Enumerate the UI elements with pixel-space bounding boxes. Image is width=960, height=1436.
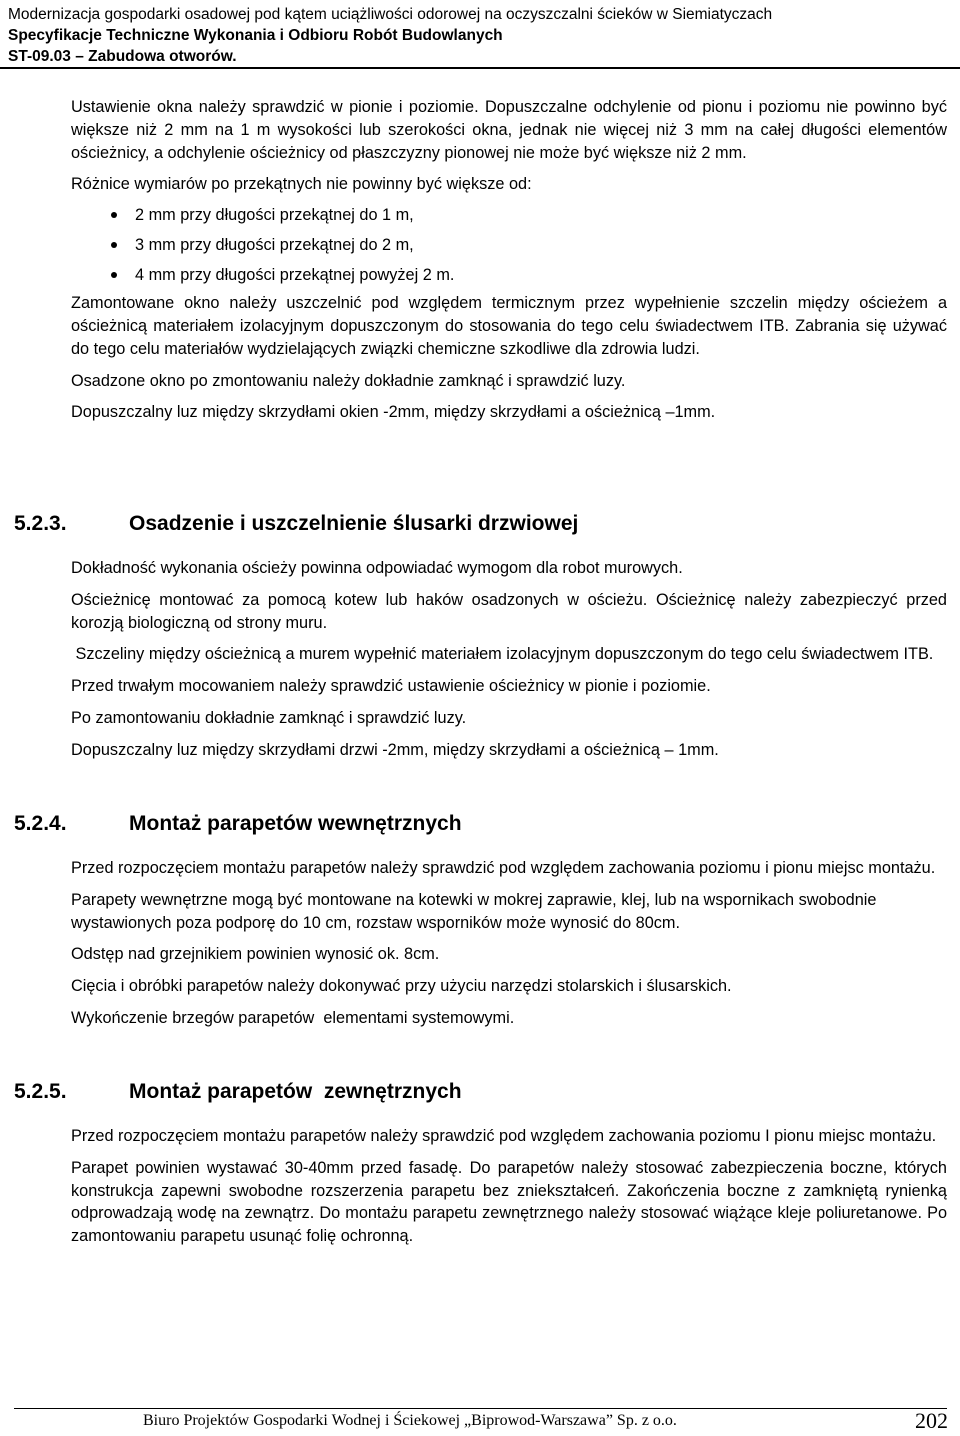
footer-company: Biuro Projektów Gospodarki Wodnej i Ściekowej „Biprowod-Warszawa” Sp. z o.o.: [143, 1412, 677, 1429]
paragraph: Cięcia i obróbki parapetów należy dokonywać przy użyciu narzędzi stolarskich i ślusarskich.: [71, 977, 732, 996]
paragraph: Przed trwałym mocowaniem należy sprawdzić ustawienie ościeżnicy w pionie i poziomie.: [71, 677, 711, 696]
list-item: 4 mm przy długości przekątnej powyżej 2 m.: [71, 260, 947, 290]
paragraph: Osadzone okno po zmontowaniu należy dokładnie zamknąć i sprawdzić luzy.: [71, 371, 626, 390]
header-spec-title: Specyfikacje Techniczne Wykonania i Odbioru Robót Budowlanych: [8, 27, 503, 44]
header-project-title: Modernizacja gospodarki osadowej pod kątem uciążliwości odorowej na oczyszczalni ścieków w Siemiatyczach: [8, 6, 773, 23]
paragraph: Szczeliny między ościeżnicą a murem wypełnić materiałem izolacyjnym dopuszczonym do tego celu świadectwem ITB.: [71, 645, 934, 664]
paragraph: Przed rozpoczęciem montażu parapetów należy sprawdzić pod względem zachowania poziomu I pionu miejsc montażu.: [71, 1127, 937, 1145]
paragraph: Parapet powinien wystawać 30-40mm przed fasadę. Do parapetów należy stosować zabezpieczenia boczne, których konstrukcja zapewni swobodne rozszerzenia parapetu bez zniekształceń. Zakończenia boczne z zamkniętą rynienką odprowadzają wodę na zewnątrz. Do montażu parapetu zewnętrznego należy stosować wiążące kleje poliuretanowe. Po zamontowaniu parapetu usunąć folię ochronną.: [71, 1158, 947, 1246]
page-header: [0, 0, 960, 68]
page-number: 202: [915, 1408, 948, 1433]
list-item: 2 mm przy długości przekątnej do 1 m,: [71, 200, 947, 230]
section-title: Osadzenie i uszczelnienie ślusarki drzwiowej: [129, 512, 579, 535]
paragraph: Odstęp nad grzejnikiem powinien wynosić ok. 8cm.: [71, 945, 440, 964]
paragraph: Parapety wewnętrzne mogą być montowane na kotewki w mokrej zaprawie, klej, lub na wspornikach swobodnie wystawionych poza podporę do 10 cm, rozstaw wsporników może wynosić do 80cm.: [71, 890, 881, 932]
diagonal-tolerance-list: [71, 200, 947, 290]
header-spec-code: ST-09.03 – Zabudowa otworów.: [8, 48, 237, 65]
paragraph: Wykończenie brzegów parapetów elementami systemowymi.: [71, 1008, 515, 1027]
section-number: 5.2.3.: [14, 512, 67, 535]
paragraph: Różnice wymiarów po przekątnych nie powinny być większe od:: [71, 175, 532, 194]
paragraph: Po zamontowaniu dokładnie zamknąć i sprawdzić luzy.: [71, 708, 467, 727]
bullet-icon: [111, 272, 117, 278]
section-number: 5.2.5.: [14, 1080, 67, 1103]
paragraph: Dopuszczalny luz między skrzydłami drzwi -2mm, między skrzydłami a ościeżnicą – 1mm.: [71, 740, 719, 759]
window-installation-block: [71, 96, 947, 424]
section-title: Montaż parapetów zewnętrznych: [129, 1080, 462, 1103]
paragraph: Dopuszczalny luz między skrzydłami okien -2mm, między skrzydłami a ościeżnicą –1mm.: [71, 403, 716, 422]
internal-sill-block: [71, 857, 947, 1030]
paragraph: Zamontowane okno należy uszczelnić pod względem termicznym przez wypełnienie szczelin między ościeżem a ościeżnicą materiałem izolacyjnym dopuszczonym do stosowania do tego celu świadectwem ITB. Zabrania się używać do tego celu materiałów wydzielających związki chemiczne szkodliwe dla zdrowia ludzi.: [71, 294, 947, 358]
header-divider: [0, 67, 960, 69]
paragraph: Przed rozpoczęciem montażu parapetów należy sprawdzić pod względem zachowania poziomu i pionu miejsc montażu.: [71, 859, 936, 877]
section-number: 5.2.4.: [14, 812, 67, 835]
bullet-icon: [111, 212, 117, 218]
paragraph: Ościeżnicę montować za pomocą kotew lub haków osadzonych w ościeżu. Ościeżnicę należy zabezpieczyć przed korozją biologiczną od strony muru.: [71, 590, 947, 632]
external-sill-block: [71, 1125, 947, 1248]
footer-divider: [14, 1408, 947, 1409]
bullet-icon: [111, 242, 117, 248]
door-installation-block: [71, 557, 947, 762]
paragraph: Ustawienie okna należy sprawdzić w pionie i poziomie. Dopuszczalne odchylenie od pionu i poziomu nie powinno być większe niż 2 mm na 1 m wysokości lub szerokości okna, jednak nie więcej niż 3 mm na całej długości elementów ościeżnicy, a odchylenie ościeżnicy od płaszczyzny pionowej nie może być większe niż 2 mm.: [71, 98, 947, 162]
paragraph: Dokładność wykonania ościeży powinna odpowiadać wymogom dla robot murowych.: [71, 559, 683, 577]
section-title: Montaż parapetów wewnętrznych: [129, 812, 462, 835]
list-item: 3 mm przy długości przekątnej do 2 m,: [71, 230, 947, 260]
